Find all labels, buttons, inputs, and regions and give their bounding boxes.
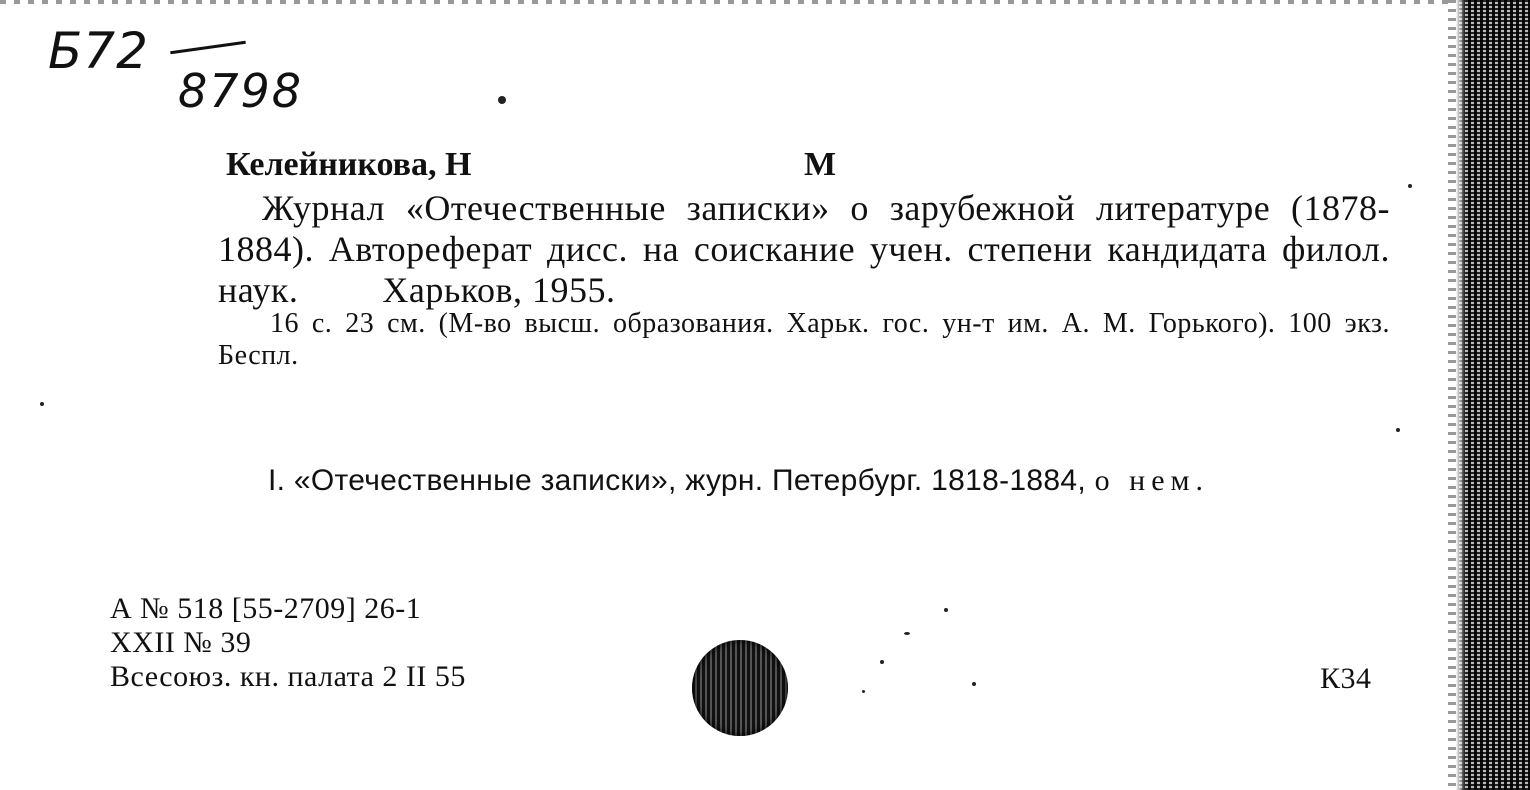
registration-footer [110,592,466,694]
subject-heading-suffix: о нем. [1094,464,1209,497]
footer-line: XXII № 39 [110,626,252,659]
scan-speck [1408,184,1412,188]
classification-code: К34 [1320,662,1372,695]
handwritten-shelfmark: Б72 [48,22,149,80]
shelfmark-stroke [170,41,246,55]
footer-line: А № 518 [55-2709] 26-1 [110,592,422,625]
subject-heading-text: I. «Отечественные записки», журн. Петербург. 1818-1884, [268,464,1086,497]
scan-speck [880,660,884,664]
scan-speck [862,690,865,693]
title-statement [218,188,1390,311]
publication-info: Харьков, 1955. [382,270,616,310]
collation-notes: 16 с. 23 см. (М-во высш. образования. Харьк. гос. ун-т им. А. М. Горького). 100 экз. Беспл. [218,308,1390,371]
right-edge-scan-noise [1448,0,1456,790]
scan-speck [972,682,976,686]
scan-speck [944,608,948,612]
footer-line: Всесоюз. кн. палата 2 II 55 [110,660,466,693]
scan-speck [40,402,44,406]
scan-speck [498,96,506,104]
handwritten-shelfmark-number: 8798 [178,64,304,118]
scan-speck [1396,428,1400,432]
scan-speck [904,632,910,635]
author-initial: М [804,146,837,183]
top-edge-scan-noise [0,0,1460,4]
scanned-edge-strip [1456,0,1530,790]
author-name: Келейникова, Н [226,146,472,183]
punch-hole [692,640,788,736]
title-text: Журнал «Отечественные записки» о зарубежной литературе (1878-1884). Автореферат дисс. на соискание учен. степени кандидата филол. наук. [218,188,1390,310]
subject-heading [268,464,1209,498]
